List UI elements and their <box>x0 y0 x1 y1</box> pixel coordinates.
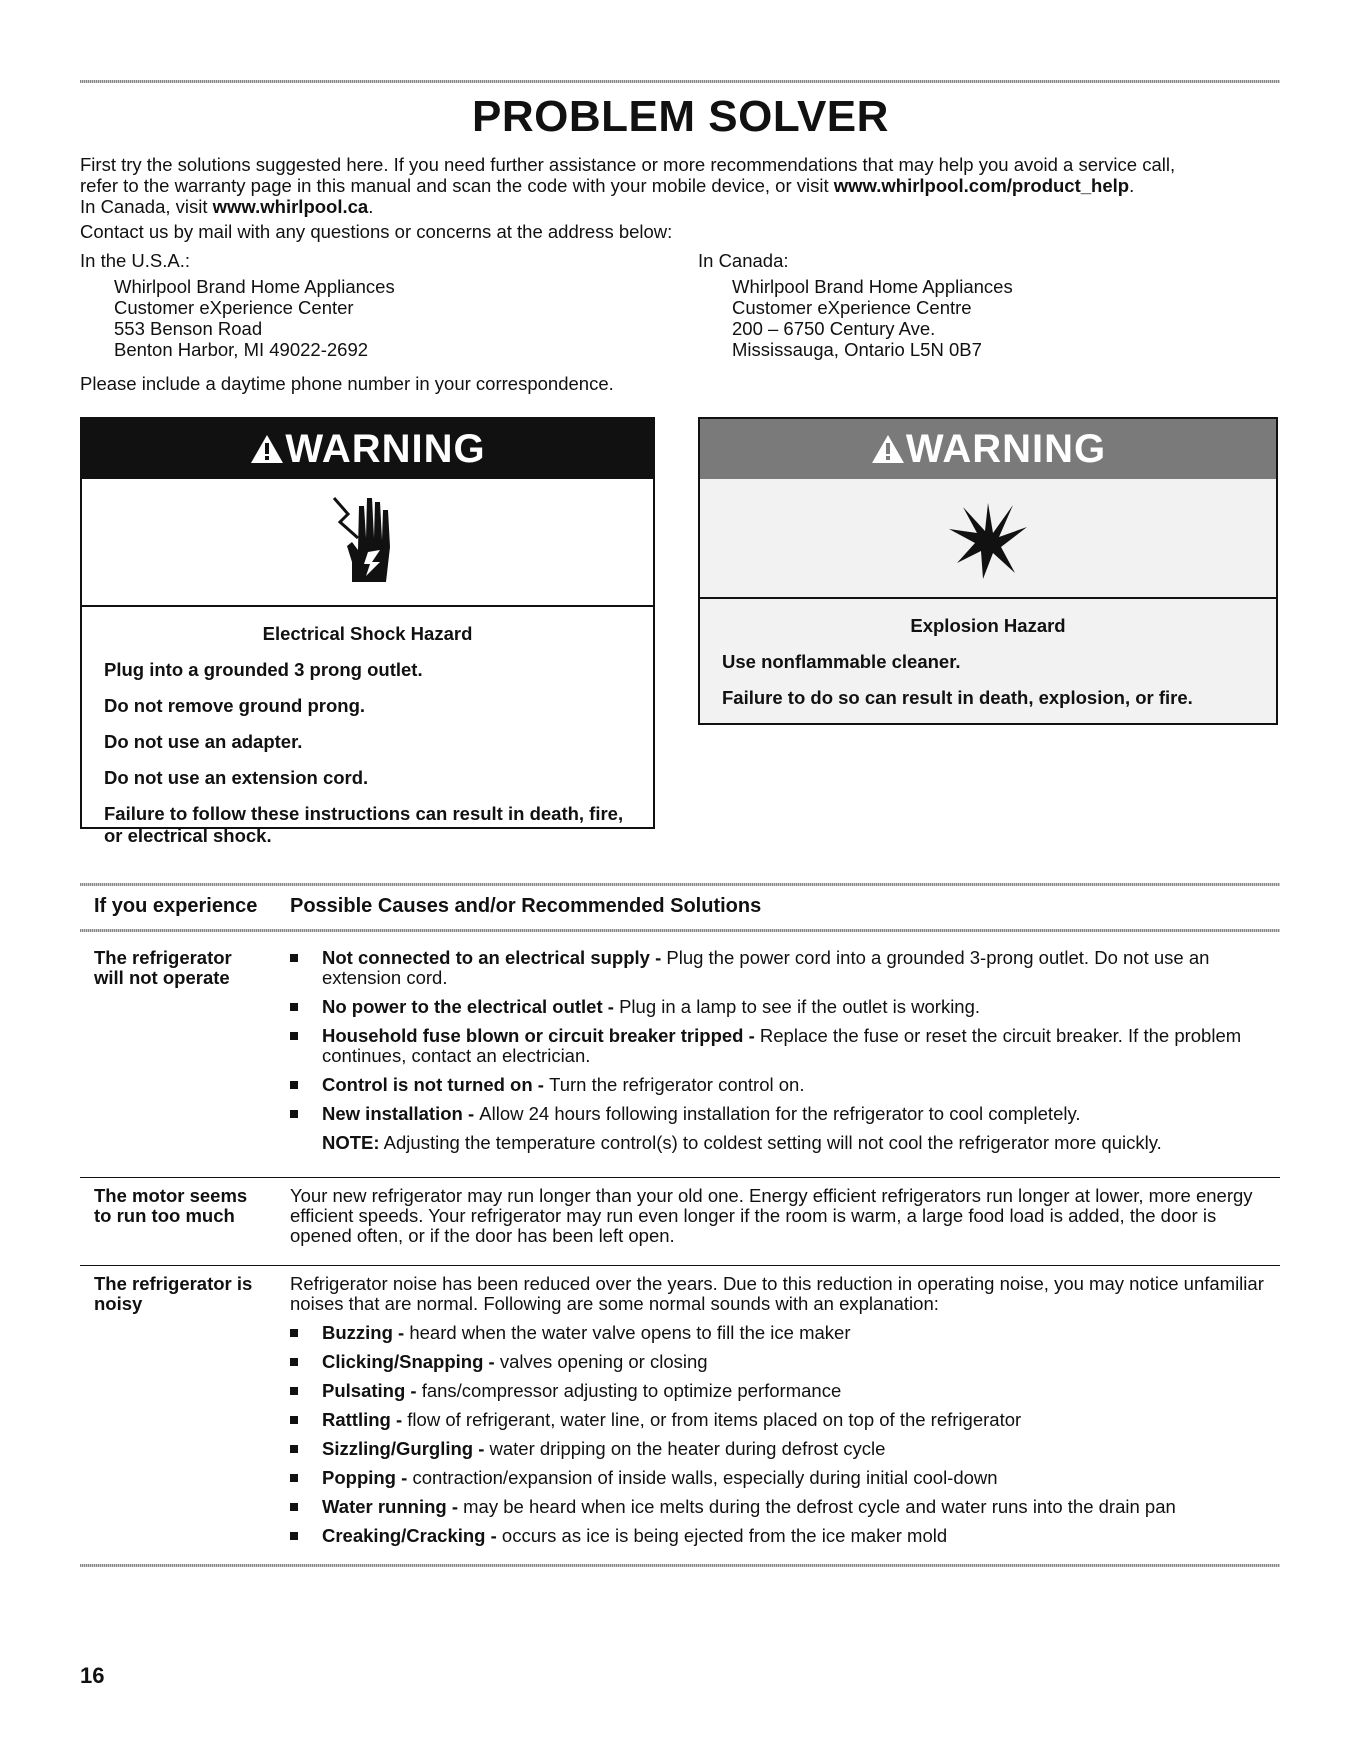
electric-shock-hand-icon <box>328 492 408 592</box>
explosion-icon-box <box>700 479 1276 599</box>
row-content <box>290 1186 1275 1254</box>
warning-line: Failure to do so can result in death, explosion, or fire. <box>722 687 1193 708</box>
list-item: Control is not turned on - Turn the refrigerator control on. <box>290 1075 1275 1095</box>
bullet-icon <box>290 1474 298 1482</box>
row-label: The refrigerator is noisy <box>94 1273 253 1314</box>
row-text: Your new refrigerator may run longer than your old one. Energy efficient refrigerators run longer at lower, more energy efficient speeds. Your refrigerator may run even longer if the room is warm, a large food load is added, the door is opened often, or if the door has been left open. <box>290 1185 1253 1246</box>
usa-line: Whirlpool Brand Home Appliances <box>114 276 395 297</box>
canada-line: Mississauga, Ontario L5N 0B7 <box>732 339 982 360</box>
warning-body <box>82 607 653 871</box>
bullet-icon <box>290 954 298 962</box>
alert-triangle-icon <box>870 433 906 465</box>
bullet-icon <box>290 1532 298 1540</box>
intro-line-2: refer to the warranty page in this manual and scan the code with your mobile device, or visit www.whirlpool.com/product_help. <box>80 175 1135 196</box>
warning-body <box>700 599 1276 733</box>
row-content <box>290 948 1275 1161</box>
canada-address <box>698 250 1013 360</box>
intro <box>80 154 1280 242</box>
canada-line: Customer eXperience Centre <box>732 297 972 318</box>
list-item: Household fuse blown or circuit breaker tripped - Replace the fuse or reset the circuit breaker. If the problem continues, contact an electrician. <box>290 1026 1275 1066</box>
row-label: The motor seems to run too much <box>94 1185 248 1226</box>
page-title: PROBLEM SOLVER <box>472 92 889 141</box>
list-item: No power to the electrical outlet - Plug in a lamp to see if the outlet is working. <box>290 997 1275 1017</box>
usa-line: Customer eXperience Center <box>114 297 354 318</box>
list-item: Sizzling/Gurgling - water dripping on the heater during defrost cycle <box>290 1439 1275 1459</box>
bullet-icon <box>290 1110 298 1118</box>
shock-icon-box <box>82 479 653 607</box>
help-link[interactable]: www.whirlpool.com/product_help <box>833 175 1130 196</box>
top-rule <box>80 80 1280 83</box>
row-separator <box>80 1265 1280 1266</box>
warning-line: Do not use an extension cord. <box>104 767 369 788</box>
list-item: Popping - contraction/expansion of inside walls, especially during initial cool-down <box>290 1468 1275 1488</box>
intro-line-1: First try the solutions suggested here. If you need further assistance or more recommendations that may help you avoid a service call, <box>80 154 1176 175</box>
row-label: The refrigerator will not operate <box>94 947 232 988</box>
warning-line: Do not remove ground prong. <box>104 695 366 716</box>
warning-line: Failure to follow these instructions can result in death, fire, or electrical shock. <box>104 803 624 846</box>
list-item: Clicking/Snapping - valves opening or closing <box>290 1352 1275 1372</box>
intro-line-3: In Canada, visit www.whirlpool.ca. <box>80 196 374 217</box>
list-item: Not connected to an electrical supply - Plug the power cord into a grounded 3-prong outlet. Do not use an extension cord. <box>290 948 1275 988</box>
row-separator <box>80 1177 1280 1178</box>
bullet-icon <box>290 1329 298 1337</box>
table-bottom-rule <box>80 1564 1280 1567</box>
page-number: 16 <box>80 1663 105 1688</box>
warning-header: WARNING <box>700 419 1276 479</box>
table-header-rule <box>80 929 1280 932</box>
bullet-icon <box>290 1503 298 1511</box>
warning-line: Plug into a grounded 3 prong outlet. <box>104 659 423 680</box>
warning-header: WARNING <box>82 419 653 479</box>
warning-line: Use nonflammable cleaner. <box>722 651 961 672</box>
usa-address <box>80 250 395 360</box>
list-item: Rattling - flow of refrigerant, water line, or from items placed on top of the refrigerator <box>290 1410 1275 1430</box>
canada-link[interactable]: www.whirlpool.ca <box>212 196 369 217</box>
list-item: New installation - Allow 24 hours following installation for the refrigerator to cool completely. <box>290 1104 1275 1124</box>
col-header-experience: If you experience <box>94 895 258 917</box>
bullet-icon <box>290 1032 298 1040</box>
list-item: Water running - may be heard when ice melts during the defrost cycle and water runs into the drain pan <box>290 1497 1275 1517</box>
col-header-solutions: Possible Causes and/or Recommended Solutions <box>290 895 762 917</box>
row-content <box>290 1274 1275 1555</box>
note: NOTE: Adjusting the temperature control(s) to coldest setting will not cool the refrigerator more quickly. <box>322 1132 1162 1153</box>
warning-line: Do not use an adapter. <box>104 731 303 752</box>
canada-line: Whirlpool Brand Home Appliances <box>732 276 1013 297</box>
row-text: Refrigerator noise has been reduced over the years. Due to this reduction in operating noise, you may notice unfamiliar noises that are normal. Following are some normal sounds with an explanation: <box>290 1273 1264 1314</box>
list-item: Creaking/Cracking - occurs as ice is being ejected from the ice maker mold <box>290 1526 1275 1546</box>
bullet-icon <box>290 1081 298 1089</box>
list-item: Pulsating - fans/compressor adjusting to optimize performance <box>290 1381 1275 1401</box>
alert-triangle-icon <box>249 433 285 465</box>
bullet-icon <box>290 1445 298 1453</box>
list-item: Buzzing - heard when the water valve opens to fill the ice maker <box>290 1323 1275 1343</box>
canada-label: In Canada: <box>698 250 789 271</box>
bullet-icon <box>290 1358 298 1366</box>
bullet-icon <box>290 1416 298 1424</box>
canada-line: 200 – 6750 Century Ave. <box>732 318 936 339</box>
usa-line: 553 Benson Road <box>114 318 263 339</box>
table-top-rule <box>80 883 1280 886</box>
hazard-title: Explosion Hazard <box>910 615 1066 636</box>
contact-text: Contact us by mail with any questions or concerns at the address below: <box>80 221 673 242</box>
warning-electrical <box>80 417 655 846</box>
usa-label: In the U.S.A.: <box>80 250 191 271</box>
explosion-icon <box>943 493 1033 583</box>
bullet-icon <box>290 1387 298 1395</box>
usa-line: Benton Harbor, MI 49022-2692 <box>114 339 369 360</box>
warning-explosion <box>698 417 1278 725</box>
please-text: Please include a daytime phone number in your correspondence. <box>80 373 614 394</box>
hazard-title: Electrical Shock Hazard <box>262 623 473 644</box>
bullet-icon <box>290 1003 298 1011</box>
